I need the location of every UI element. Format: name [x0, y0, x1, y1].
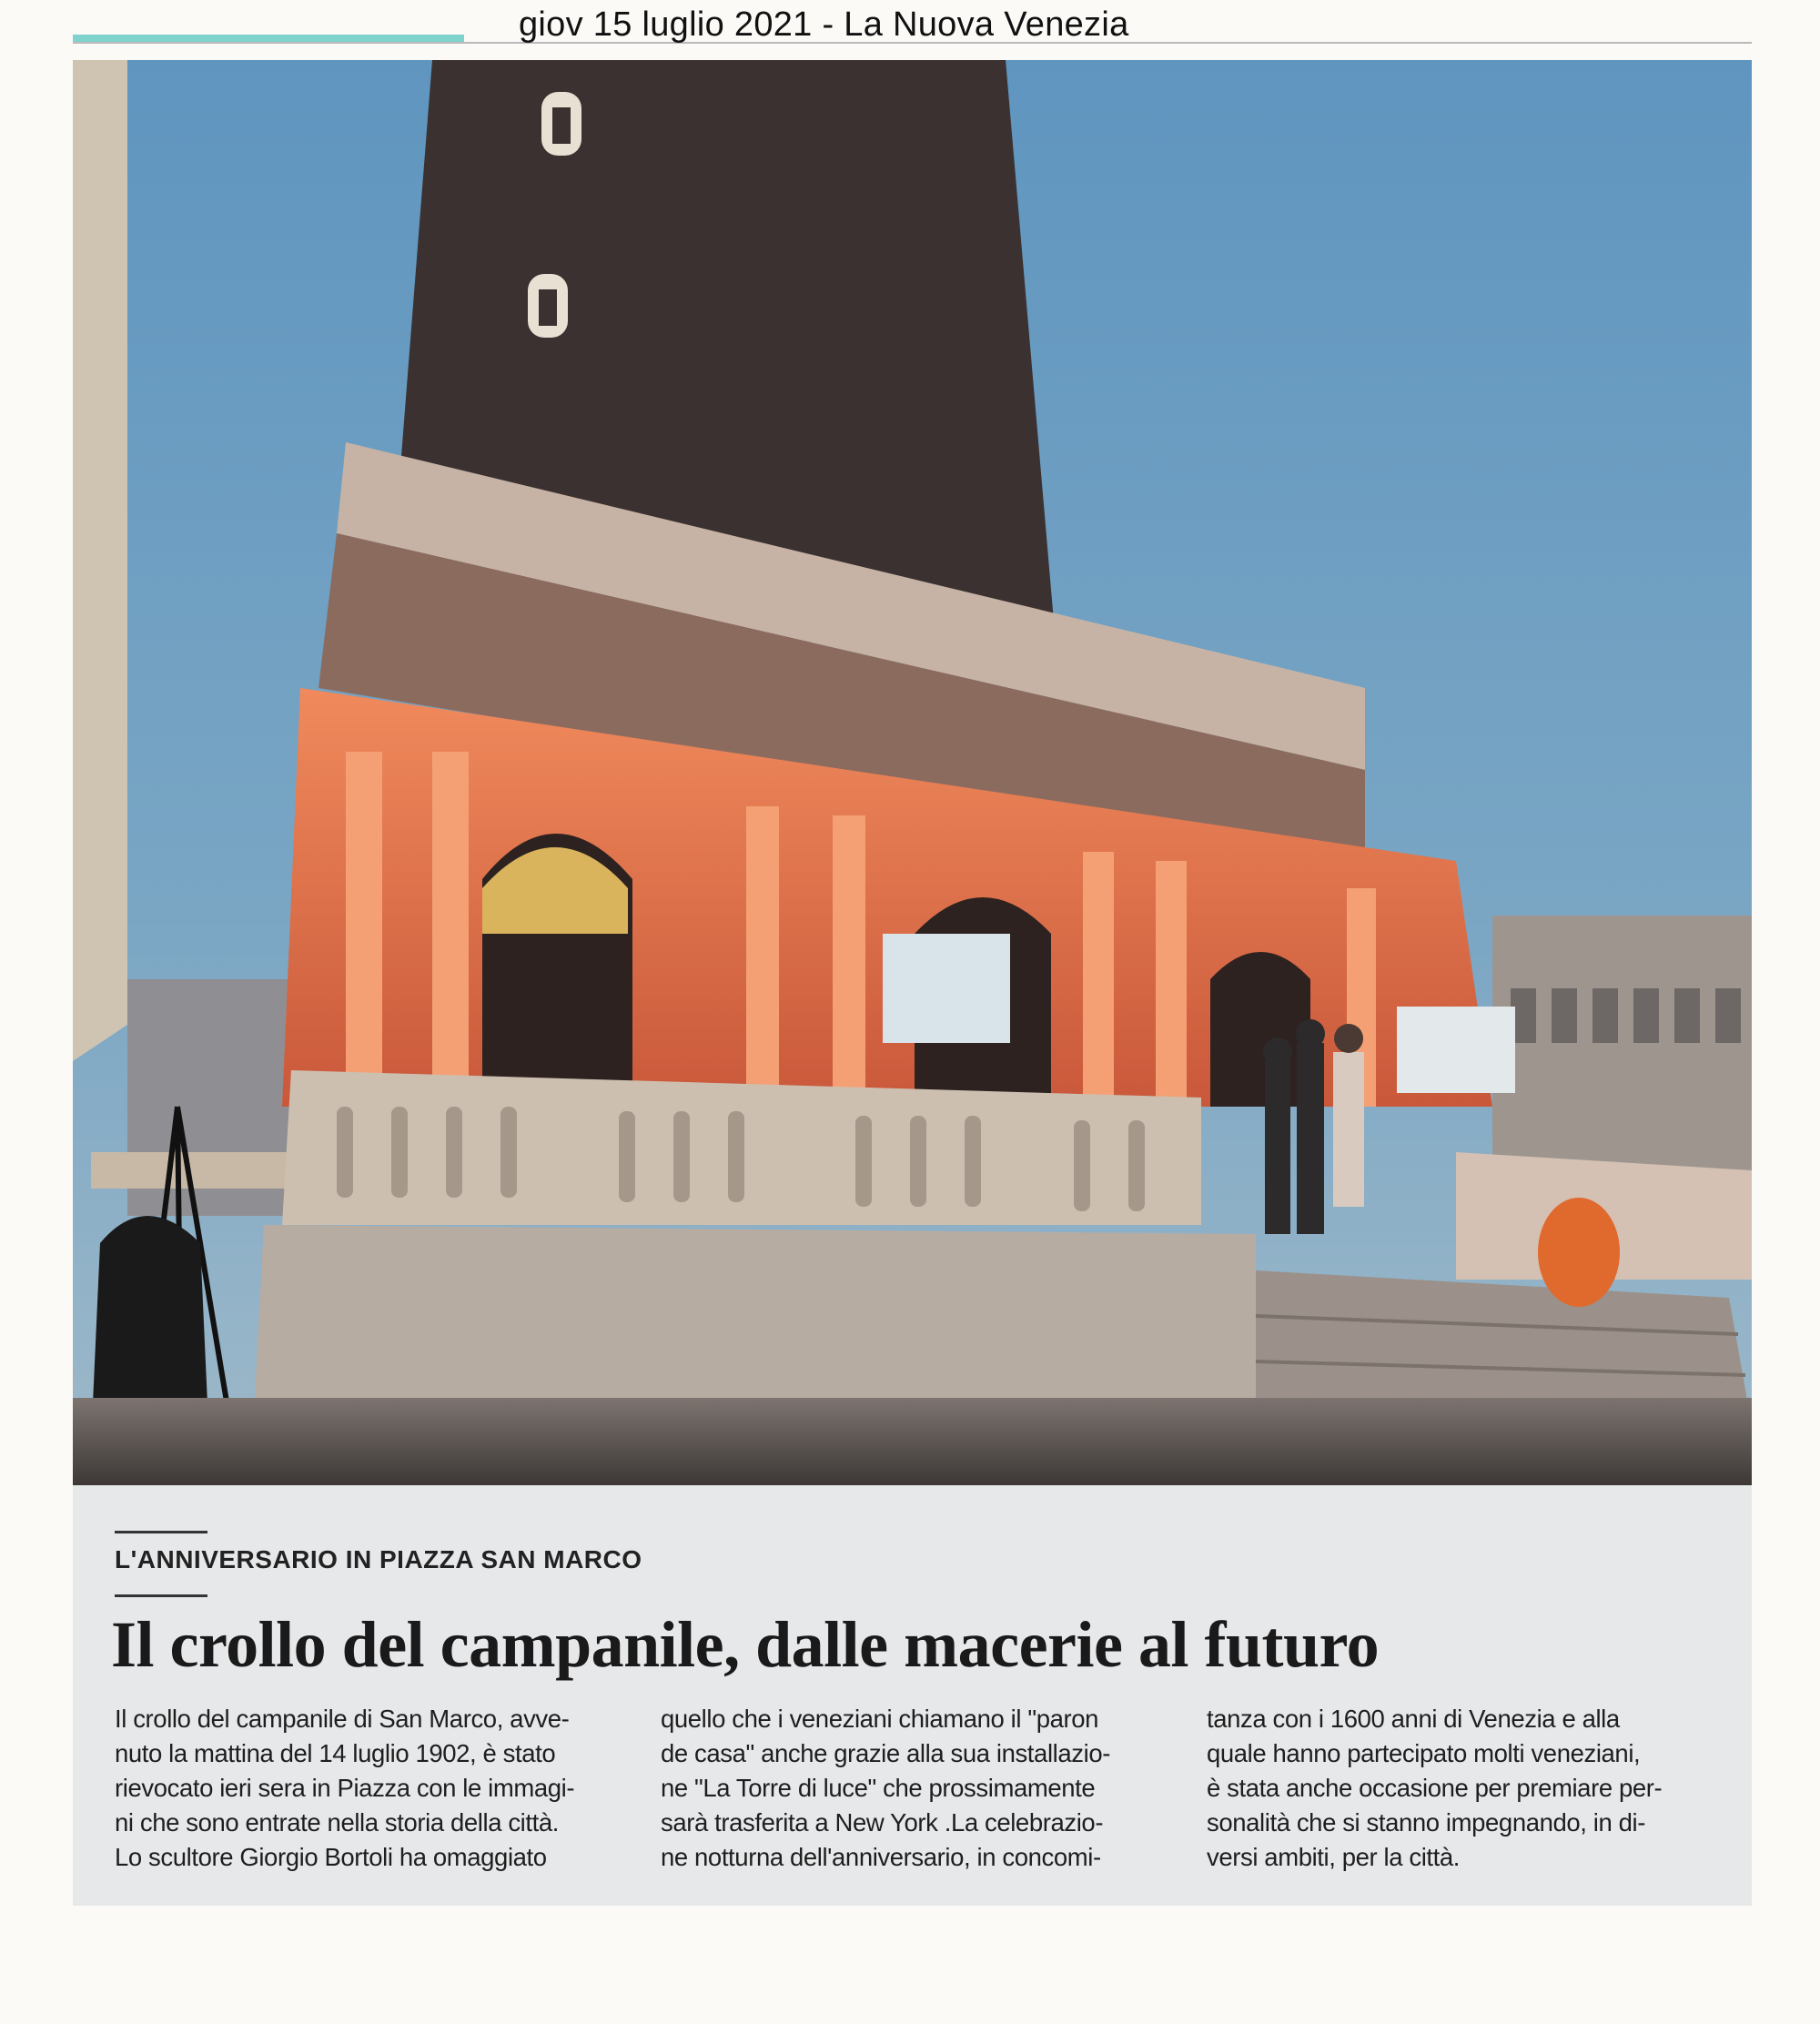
header-accent-rule	[73, 35, 464, 42]
body-line: è stata anche occasione per premiare per-	[1207, 1774, 1663, 1802]
kicker-rule-bottom	[115, 1594, 207, 1597]
body-line: Il crollo del campanile di San Marco, avve-	[115, 1705, 570, 1733]
body-column-3	[1207, 1702, 1712, 1875]
body-line: rievocato ieri sera in Piazza con le immagi-	[115, 1774, 575, 1802]
body-line: ni che sono entrate nella storia della città.	[115, 1808, 559, 1837]
kicker: L'ANNIVERSARIO IN PIAZZA SAN MARCO	[115, 1545, 642, 1574]
kicker-rule-top	[115, 1531, 207, 1533]
body-line: versi ambiti, per la città.	[1207, 1843, 1461, 1871]
body-line: ne "La Torre di luce" che prossimamente	[661, 1774, 1096, 1802]
body-line: quello che i veneziani chiamano il "paron	[661, 1705, 1099, 1733]
body-line: sarà trasferita a New York .La celebrazio-	[661, 1808, 1104, 1837]
body-line: quale hanno partecipato molti veneziani,	[1207, 1739, 1641, 1767]
dateline: giov 15 luglio 2021 - La Nuova Venezia	[519, 5, 1129, 44]
body-line: ne notturna dell'anniversario, in concomi-	[661, 1843, 1101, 1871]
body-column-2	[661, 1702, 1166, 1875]
article-photo	[73, 60, 1752, 1485]
body-line: tanza con i 1600 anni di Venezia e alla	[1207, 1705, 1620, 1733]
body-column-1	[115, 1702, 620, 1875]
headline: Il crollo del campanile, dalle macerie al futuro	[111, 1608, 1380, 1681]
body-line: de casa" anche grazie alla sua installazio-	[661, 1739, 1110, 1767]
body-line: sonalità che si stanno impegnando, in di-	[1207, 1808, 1645, 1837]
body-line: Lo scultore Giorgio Bortoli ha omaggiato	[115, 1843, 547, 1871]
body-line: nuto la mattina del 14 luglio 1902, è stato	[115, 1739, 556, 1767]
campanile-photo-illustration	[73, 60, 1752, 1485]
